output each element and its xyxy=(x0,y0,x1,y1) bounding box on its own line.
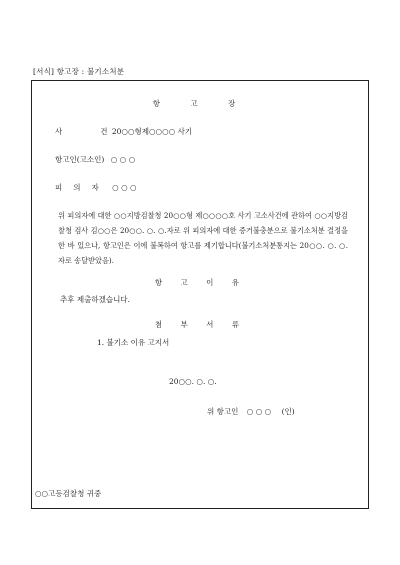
accused-label: 피의자 xyxy=(55,183,110,192)
appellant-label: 항고인(고소인) xyxy=(55,155,105,164)
form-label: [서식] 항고장 : 불기소처분 xyxy=(33,67,125,76)
accused-row xyxy=(55,182,137,193)
reason-title: 항 고 이 유 xyxy=(154,278,248,287)
signature-seal: (인) xyxy=(281,407,295,416)
signature-row xyxy=(207,406,295,417)
case-row xyxy=(55,126,192,137)
appellant-row xyxy=(55,154,135,165)
document-frame xyxy=(31,80,369,509)
case-label-tail: 건 xyxy=(100,127,108,136)
case-value: 20○○형제○○○○ 사기 xyxy=(111,127,193,136)
body-paragraph: 위 피의자에 대한 ○○지방검찰청 20○○형 제○○○○호 사기 고소사건에 관하여 ○○지방검찰청 검사 김○○은 20○○. ○. ○.자로 위 피의자에 대한 증거불충분으로 불기소처분 결정을 한 바 있으나, 항고인은 이에 불복하여 항고를 제기합니다(불기소처분통지는 20○○. ○. ○.자로 송달받았음). xyxy=(58,211,348,265)
appellant-value: ○ ○ ○ xyxy=(110,155,136,164)
reason-text: 추후 제출하겠습니다. xyxy=(60,295,130,304)
attachment-title: 첨 부 서 류 xyxy=(154,320,248,329)
signature-name: ○ ○ ○ xyxy=(246,407,272,416)
accused-value: ○ ○ ○ xyxy=(112,183,137,192)
recipient: ○○고등검찰청 귀중 xyxy=(35,489,102,498)
attachment-item: 1. 불기소 이유 고지서 xyxy=(97,338,170,347)
date: 20○○. ○. ○. xyxy=(169,377,217,386)
case-label: 사 xyxy=(55,127,63,136)
signature-prefix: 위 항고인 xyxy=(207,407,239,416)
document-title: 항 고 장 xyxy=(152,99,250,108)
